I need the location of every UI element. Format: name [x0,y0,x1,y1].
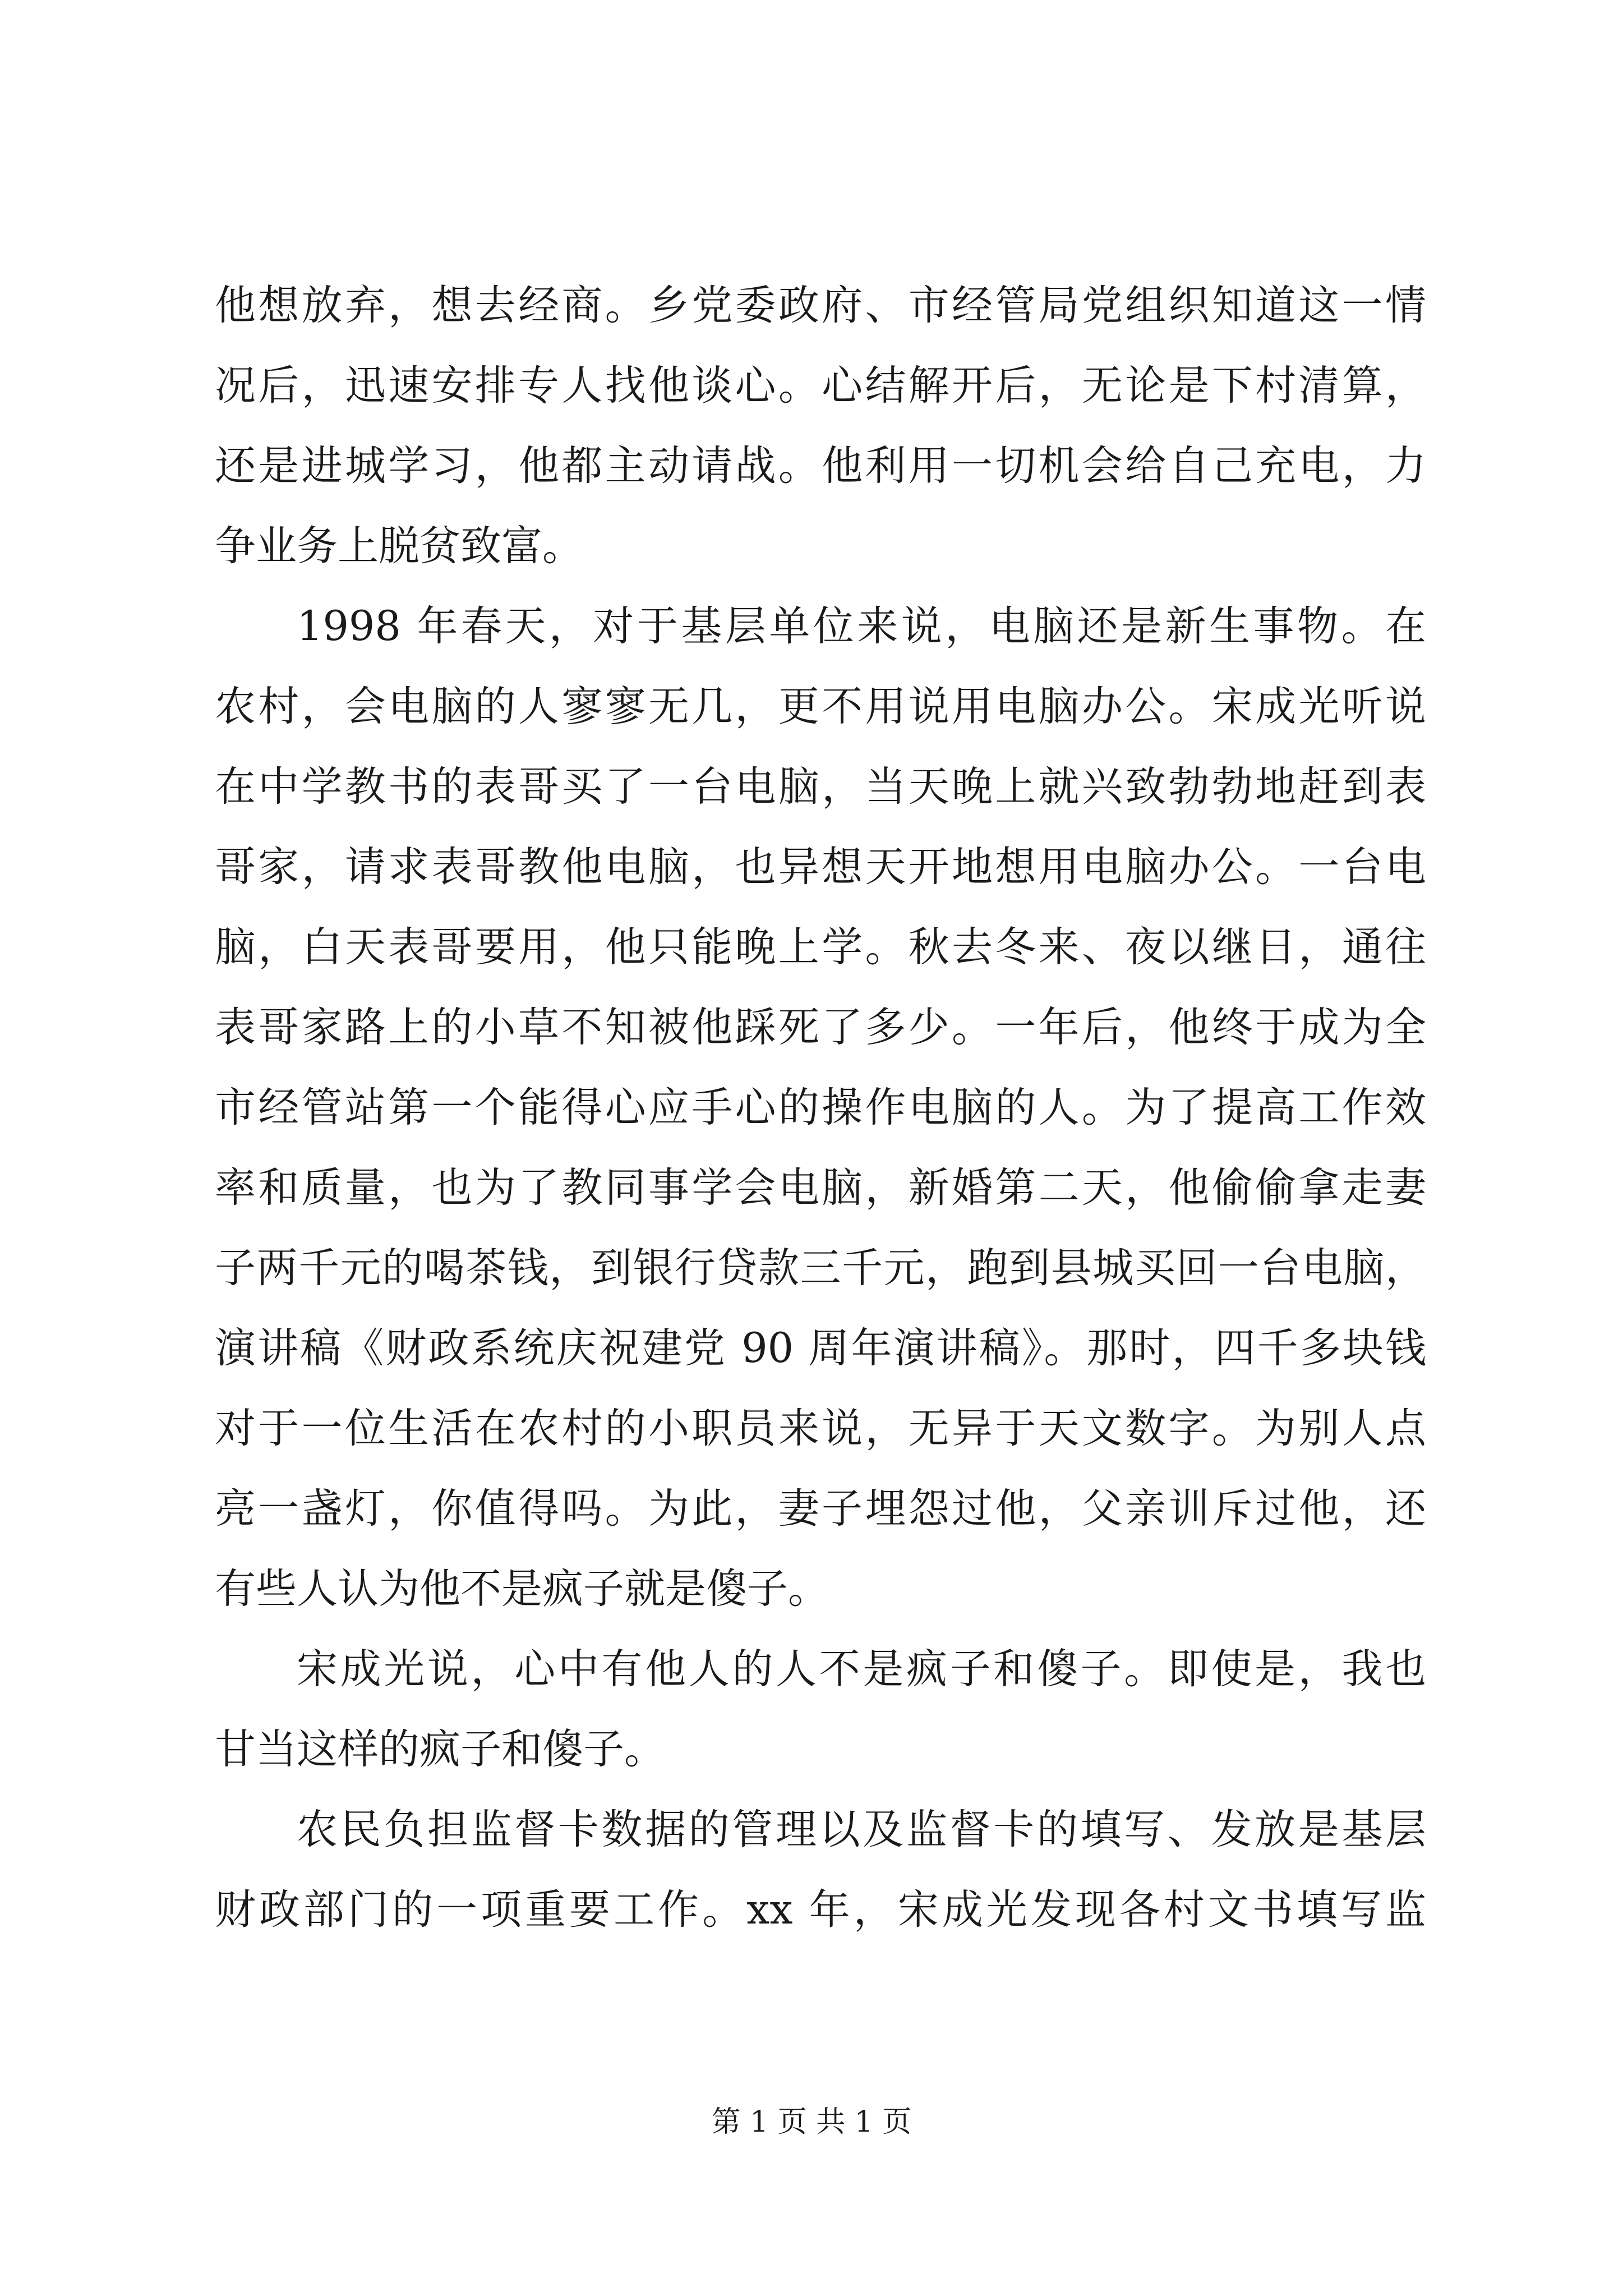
text-line: 财政部门的一项重要工作。xx 年，宋成光发现各村文书填写监 [215,1886,1426,1934]
text-line: 有些人认为他不是疯子就是傻子。 [215,1565,829,1613]
text-line: 哥家，请求表哥教他电脑，也异想天开地想用电脑办公。一台电 [215,843,1426,891]
text-line: 市经管站第一个能得心应手心的操作电脑的人。为了提高工作效 [215,1084,1426,1131]
text-line: 亮一盏灯，你值得吗。为此，妻子埋怨过他，父亲训斥过他，还 [215,1485,1426,1533]
text-line: 率和质量，也为了教同事学会电脑，新婚第二天，他偷偷拿走妻 [215,1164,1426,1212]
text-line: 在中学教书的表哥买了一台电脑，当天晚上就兴致勃勃地赶到表 [215,763,1426,811]
text-line: 对于一位生活在农村的小职员来说，无异于天文数字。为别人点 [215,1405,1426,1452]
text-line: 宋成光说，心中有他人的人不是疯子和傻子。即使是，我也 [297,1645,1426,1693]
text-line: 农村，会电脑的人寥寥无几，更不用说用电脑办公。宋成光听说 [215,683,1426,730]
text-line: 农民负担监督卡数据的管理以及监督卡的填写、发放是基层 [297,1806,1426,1853]
text-line: 1998 年春天，对于基层单位来说，电脑还是新生事物。在 [297,602,1426,650]
text-line: 演讲稿《财政系统庆祝建党 90 周年演讲稿》。那时，四千多块钱 [215,1324,1426,1372]
text-line: 况后，迅速安排专人找他谈心。心结解开后，无论是下村清算， [215,362,1426,409]
text-line: 争业务上脱贫致富。 [215,522,583,570]
text-line: 甘当这样的疯子和傻子。 [215,1726,665,1773]
text-line: 他想放弃，想去经商。乡党委政府、市经管局党组织知道这一情 [215,282,1426,329]
text-line: 还是进城学习，他都主动请战。他利用一切机会给自己充电，力 [215,442,1426,490]
page-footer: 第 1 页 共 1 页 [711,2105,912,2139]
text-line: 脑，白天表哥要用，他只能晚上学。秋去冬来、夜以继日，通往 [215,923,1426,971]
document-body [215,265,1426,1950]
text-line: 表哥家路上的小草不知被他踩死了多少。一年后，他终于成为全 [215,1004,1426,1051]
text-line: 子两千元的喝茶钱，到银行贷款三千元，跑到县城买回一台电脑， [215,1244,1426,1292]
